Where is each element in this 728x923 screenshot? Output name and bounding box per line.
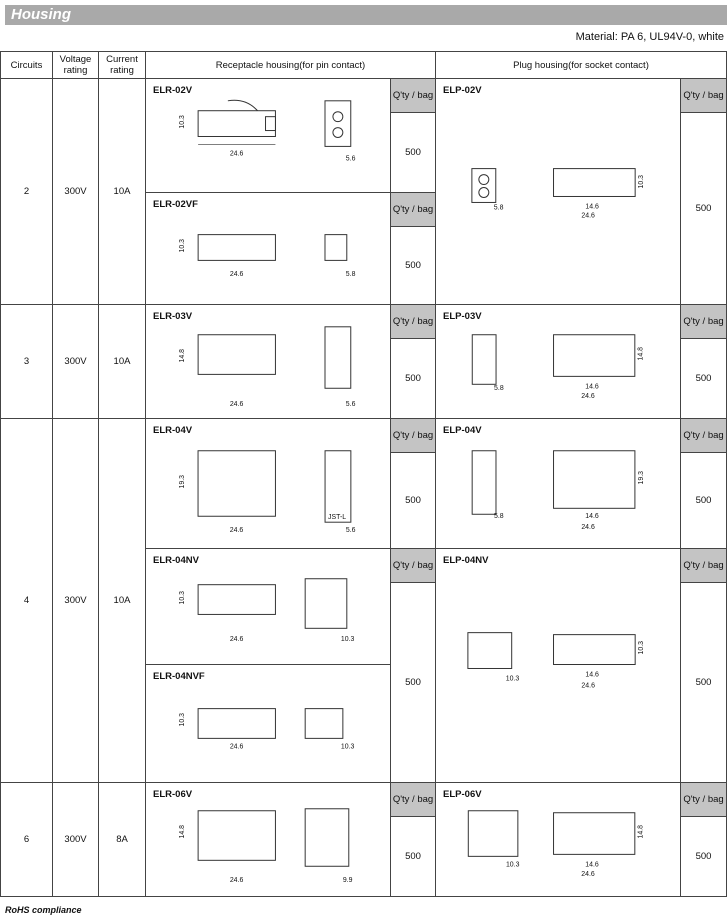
receptacle-drawing	[146, 305, 390, 418]
qty-header: Q'ty / bag	[681, 419, 727, 453]
qty-header: Q'ty / bag	[681, 305, 727, 339]
part-code: ELR-04V	[153, 425, 193, 436]
rohs-note: RoHS compliance	[5, 905, 82, 915]
dim-height: 19.3	[637, 470, 645, 485]
part-code: ELP-02V	[443, 85, 482, 96]
dim-length: 24.6	[229, 401, 244, 409]
part-code: ELR-04NV	[153, 555, 199, 566]
col-circuits: Circuits	[1, 52, 53, 79]
receptacle-drawing	[146, 79, 390, 192]
table-header-row	[1, 52, 727, 79]
drawing-cell	[436, 549, 681, 783]
circuits-cell: 2	[1, 79, 53, 305]
part-code: ELP-04V	[443, 425, 482, 436]
qty-header: Q'ty / bag	[391, 305, 436, 339]
dim-width: 10.3	[505, 861, 520, 869]
qty-header: Q'ty / bag	[391, 79, 436, 113]
dim-width: 5.8	[494, 513, 504, 521]
dim-height: 10.3	[638, 640, 646, 655]
dim-length: 24.6	[581, 212, 595, 220]
drawing-cell	[436, 79, 681, 305]
dim-width: 5.8	[493, 204, 504, 212]
qty-cell: 500	[681, 339, 727, 419]
plug-drawing	[436, 79, 680, 304]
dim-length: 24.6	[229, 636, 244, 644]
table-row	[1, 79, 727, 113]
dim-height: 10.3	[179, 712, 187, 727]
plug-drawing	[436, 305, 680, 418]
dim-height: 14.8	[179, 825, 187, 839]
mark-text: JST-L	[328, 514, 347, 522]
qty-header: Q'ty / bag	[391, 783, 436, 817]
part-code: ELR-06V	[153, 789, 193, 800]
receptacle-drawing	[146, 419, 390, 548]
circuits-cell: 3	[1, 305, 53, 419]
material-note: Material: PA 6, UL94V-0, white	[575, 31, 724, 43]
circuits-cell: 4	[1, 419, 53, 783]
col-plug: Plug housing(for socket contact)	[436, 52, 727, 79]
dim-width: 5.6	[345, 401, 356, 409]
circuits-cell: 6	[1, 783, 53, 897]
receptacle-drawing	[146, 193, 390, 304]
drawing-cell	[146, 665, 391, 783]
drawing-cell	[436, 305, 681, 419]
current-cell: 10A	[99, 79, 146, 305]
drawing-cell	[146, 79, 391, 193]
qty-header: Q'ty / bag	[391, 193, 436, 227]
dim-length-2: 14.6	[585, 513, 599, 521]
drawing-cell	[146, 193, 391, 305]
voltage-cell: 300V	[53, 419, 99, 783]
plug-drawing	[436, 549, 680, 782]
qty-header: Q'ty / bag	[391, 419, 436, 453]
dim-length-2: 14.6	[585, 861, 599, 869]
col-current: Current rating	[99, 52, 146, 79]
qty-cell: 500	[391, 453, 436, 549]
dim-height: 19.3	[179, 474, 187, 489]
part-code: ELP-06V	[443, 789, 482, 800]
current-cell: 10A	[99, 305, 146, 419]
section-title: Housing	[11, 6, 71, 23]
part-code: ELR-02V	[153, 85, 193, 96]
qty-cell: 500	[391, 113, 436, 193]
drawing-cell	[146, 783, 391, 897]
part-code: ELR-02VF	[153, 199, 198, 210]
qty-cell: 500	[391, 583, 436, 783]
voltage-cell: 300V	[53, 79, 99, 305]
current-cell: 10A	[99, 419, 146, 783]
qty-cell: 500	[681, 583, 727, 783]
dim-length: 24.6	[229, 271, 244, 279]
dim-width: 10.3	[505, 675, 520, 683]
receptacle-drawing	[146, 549, 390, 664]
part-code: ELP-03V	[443, 311, 482, 322]
qty-cell: 500	[681, 113, 727, 305]
dim-length: 24.6	[229, 527, 244, 535]
voltage-cell: 300V	[53, 783, 99, 897]
qty-cell: 500	[391, 817, 436, 897]
qty-cell: 500	[391, 227, 436, 305]
dim-length: 24.6	[229, 743, 244, 751]
dim-length: 24.6	[229, 877, 244, 885]
current-cell: 8A	[99, 783, 146, 897]
section-header	[5, 5, 727, 25]
dim-height: 10.3	[179, 238, 187, 253]
qty-cell: 500	[681, 817, 727, 897]
drawing-cell	[146, 419, 391, 549]
col-receptacle: Receptacle housing(for pin contact)	[146, 52, 436, 79]
qty-header: Q'ty / bag	[391, 549, 436, 583]
dim-height: 14.8	[179, 349, 187, 363]
dim-width: 10.3	[340, 743, 355, 751]
part-code: ELP-04NV	[443, 555, 489, 566]
col-voltage: Voltage rating	[53, 52, 99, 79]
qty-cell: 500	[391, 339, 436, 419]
dim-length-2: 14.6	[585, 671, 599, 679]
drawing-cell	[436, 419, 681, 549]
dim-height: 10.3	[179, 591, 187, 605]
drawing-cell	[146, 305, 391, 419]
receptacle-drawing	[146, 783, 390, 896]
qty-cell: 500	[681, 453, 727, 549]
dim-height: 14.8	[637, 825, 645, 839]
qty-header: Q'ty / bag	[681, 79, 727, 113]
dim-length: 24.6	[581, 682, 595, 690]
dim-length-2: 14.6	[585, 203, 599, 211]
dim-height: 14.8	[637, 347, 645, 361]
table-row	[1, 305, 727, 339]
housing-table	[0, 51, 727, 897]
qty-header: Q'ty / bag	[681, 549, 727, 583]
receptacle-drawing	[146, 665, 390, 782]
dim-length: 24.6	[229, 150, 244, 158]
voltage-cell: 300V	[53, 305, 99, 419]
drawing-cell	[146, 549, 391, 665]
dim-length: 24.6	[581, 524, 595, 532]
drawing-cell	[436, 783, 681, 897]
dim-width: 9.9	[342, 877, 353, 885]
table-row	[1, 419, 727, 453]
dim-length: 24.6	[581, 393, 595, 401]
dim-height: 10.3	[179, 115, 187, 129]
part-code: ELR-03V	[153, 311, 193, 322]
table-row	[1, 783, 727, 817]
dim-width: 5.6	[345, 155, 356, 163]
dim-length: 24.6	[581, 871, 595, 879]
dim-length-2: 14.6	[585, 383, 599, 391]
plug-drawing	[436, 419, 680, 548]
dim-height: 10.3	[638, 174, 646, 189]
dim-width: 5.8	[345, 271, 356, 279]
part-code: ELR-04NVF	[153, 671, 205, 682]
plug-drawing	[436, 783, 680, 896]
dim-width: 5.8	[494, 385, 504, 393]
qty-header: Q'ty / bag	[681, 783, 727, 817]
dim-width: 5.6	[345, 527, 356, 535]
dim-width: 10.3	[340, 636, 355, 644]
